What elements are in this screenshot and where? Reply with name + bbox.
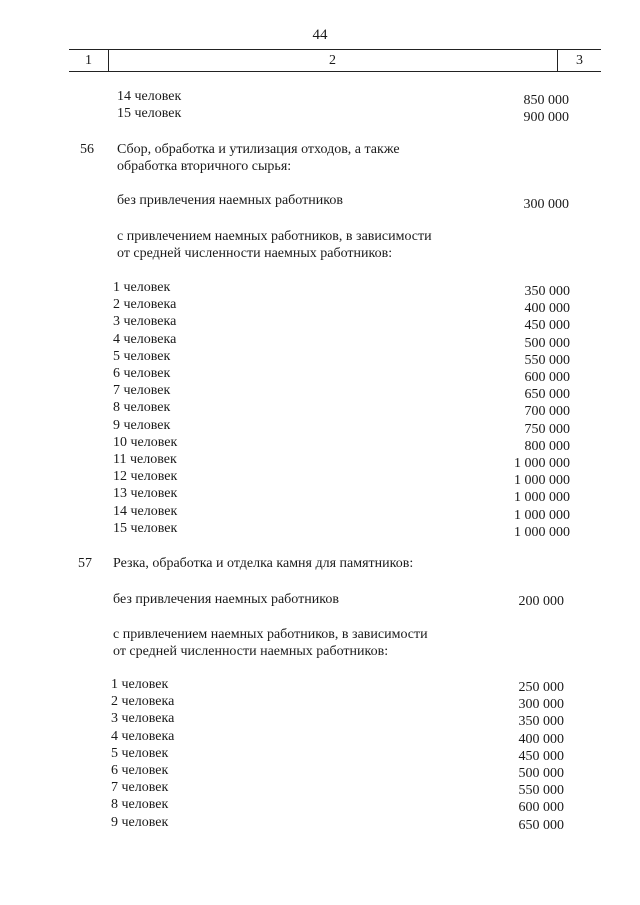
- list-item-label: 4 человека: [111, 728, 175, 744]
- list-item-value: 1 000 000: [514, 473, 570, 489]
- list-item-label: 9 человек: [113, 417, 171, 433]
- section-number: 56: [80, 142, 94, 157]
- list-item-value: 500 000: [524, 335, 570, 351]
- list-item-label: 12 человек: [113, 469, 178, 485]
- section-title: обработка вторичного сырья:: [117, 159, 292, 174]
- list-item-value: 350 000: [518, 714, 564, 730]
- list-item-value: 1 000 000: [514, 524, 570, 540]
- list-item-value: 800 000: [524, 438, 570, 454]
- continuation-label: 15 человек: [117, 106, 182, 121]
- list-item-value: 500 000: [518, 766, 564, 781]
- column-header-1: 1: [69, 50, 109, 71]
- list-item-value: 600 000: [524, 370, 570, 385]
- list-item-label: 15 человек: [113, 520, 178, 536]
- list-item-label: 14 человек: [113, 503, 178, 519]
- list-item-value: 550 000: [524, 352, 570, 368]
- list-item-value: 1 000 000: [514, 490, 570, 506]
- with-workers-label: с привлечением наемных работников, в зависимости: [117, 229, 432, 244]
- continuation-value: 900 000: [523, 110, 569, 125]
- list-item-value: 450 000: [518, 748, 564, 764]
- list-item-value: 650 000: [518, 817, 564, 833]
- list-item-value: 450 000: [524, 318, 570, 334]
- list-item-label: 2 человека: [111, 694, 175, 710]
- list-item-value: 750 000: [524, 421, 570, 437]
- list-item-value: 400 000: [518, 731, 564, 747]
- page-number: 44: [312, 27, 328, 43]
- section-title: Сбор, обработка и утилизация отходов, а также: [117, 142, 400, 157]
- without-workers-label: без привлечения наемных работников: [117, 193, 343, 208]
- list-item-value: 1 000 000: [514, 507, 570, 523]
- column-header-2: 2: [108, 50, 558, 71]
- list-item-value: 350 000: [524, 284, 570, 299]
- without-workers-label: без привлечения наемных работников: [113, 592, 339, 607]
- list-item-label: 1 человек: [113, 280, 171, 295]
- list-item-label: 8 человек: [111, 797, 169, 813]
- list-item-label: 13 человек: [113, 486, 178, 502]
- list-item-value: 1 000 000: [514, 456, 570, 471]
- column-header-3: 3: [576, 53, 583, 68]
- list-item-label: 3 человека: [111, 711, 175, 727]
- list-item-label: 10 человек: [113, 434, 178, 450]
- table-column-header: [69, 49, 601, 72]
- with-workers-label: от средней численности наемных работников:: [117, 246, 393, 261]
- list-item-value: 400 000: [524, 301, 570, 317]
- list-item-value: 550 000: [518, 783, 564, 799]
- without-workers-value: 300 000: [523, 197, 569, 212]
- with-workers-label: от средней численности наемных работников:: [113, 644, 389, 659]
- section-number: 57: [78, 556, 92, 571]
- list-item-value: 600 000: [518, 800, 564, 816]
- list-item-label: 5 человек: [111, 745, 169, 761]
- list-item-label: 6 человек: [111, 763, 169, 778]
- list-item-value: 300 000: [518, 697, 564, 713]
- list-item-label: 5 человек: [113, 348, 171, 364]
- list-item-label: 11 человек: [113, 452, 177, 467]
- section-title: Резка, обработка и отделка камня для памятников:: [113, 556, 414, 571]
- list-item-label: 2 человека: [113, 297, 177, 313]
- list-item-label: 4 человека: [113, 331, 177, 347]
- continuation-value: 850 000: [523, 93, 569, 108]
- list-item-value: 700 000: [524, 404, 570, 420]
- list-item-label: 8 человек: [113, 400, 171, 416]
- list-item-label: 1 человек: [111, 677, 169, 692]
- list-item-value: 250 000: [518, 680, 564, 695]
- continuation-label: 14 человек: [117, 89, 182, 104]
- list-item-label: 3 человека: [113, 314, 177, 330]
- list-item-value: 650 000: [524, 387, 570, 403]
- without-workers-value: 200 000: [518, 594, 564, 609]
- list-item-label: 7 человек: [113, 383, 171, 399]
- list-item-label: 7 человек: [111, 780, 169, 796]
- list-item-label: 9 человек: [111, 814, 169, 830]
- with-workers-label: с привлечением наемных работников, в зависимости: [113, 627, 428, 642]
- list-item-label: 6 человек: [113, 366, 171, 381]
